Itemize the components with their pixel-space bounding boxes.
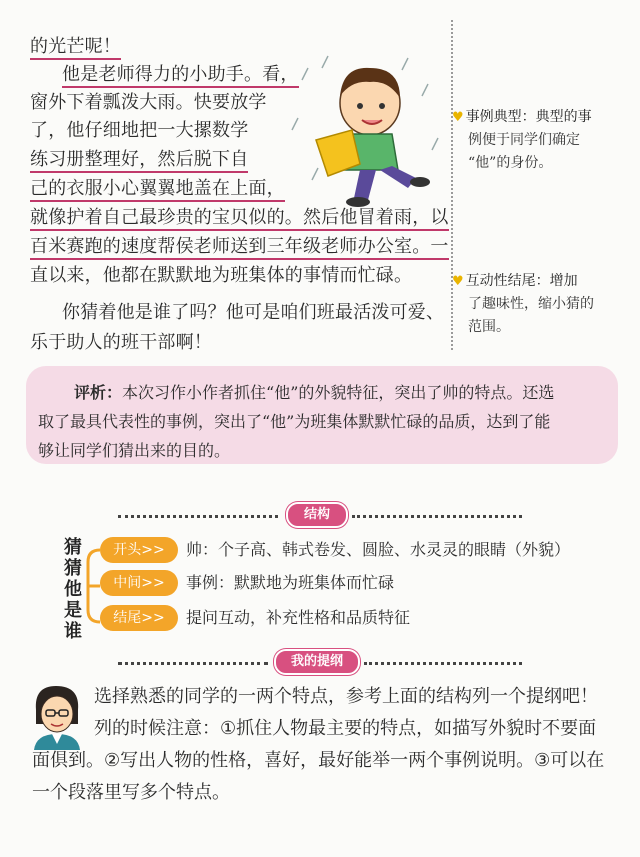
structure-tag-ending: 结尾>>: [100, 605, 178, 631]
analysis-label: 评析：: [74, 383, 123, 402]
structure-text-opening: 帅：个子高、韩式卷发、圆脸、水灵灵的眼睛（外貌）: [186, 540, 571, 559]
heart-icon: ♥: [452, 274, 464, 289]
analysis-line-1: 本次习作小作者抓住“他”的外貌特征，突出了帅的特点。还选: [122, 383, 555, 402]
structure-tag-middle: 中间>>: [100, 570, 178, 596]
dotted-rule-right-2: [364, 662, 522, 665]
text-line-9: 直以来，他都在默默地为班集体的事情而忙碌。: [30, 265, 413, 286]
outline-badge: 我的提纲: [274, 649, 360, 675]
text-line-2: 他是老师得力的小助手。看，: [62, 62, 299, 88]
dotted-rule-right: [352, 515, 522, 518]
text-line-6: 己的衣服小心翼翼地盖在上面，: [30, 176, 285, 202]
teacher-avatar: [26, 680, 88, 750]
outline-line-3: 面俱到。②写出人物的性格，喜好，最好能举一两个事例说明。③可以在: [32, 750, 605, 771]
dotted-rule-left-2: [118, 662, 268, 665]
text-line-5: 练习册整理好，然后脱下自: [30, 147, 248, 173]
structure-title: 猜 猜 他 是 谁: [64, 537, 82, 642]
structure-bracket: [84, 548, 102, 624]
text-line-7: 就像护着自己最珍贵的宝贝似的。然后他冒着雨，以: [30, 205, 449, 231]
dotted-rule-left: [118, 515, 278, 518]
structure-text-middle: 事例：默默地为班集体而忙碌: [186, 573, 395, 592]
analysis-line-3: 够让同学们猜出来的目的。: [38, 441, 231, 460]
outline-line-1: 选择熟悉的同学的一两个特点，参考上面的结构列一个提纲吧！: [94, 686, 598, 707]
outline-line-4: 一个段落里写多个特点。: [32, 782, 230, 803]
text-line-4: 了，他仔细地把一大摞数学: [30, 120, 249, 141]
outline-line-2: 列的时候注意：①抓住人物最主要的特点，如描写外貌时不要面: [94, 718, 597, 739]
structure-badge: 结构: [286, 502, 348, 528]
heart-icon: ♥: [452, 110, 464, 125]
structure-tag-opening: 开头>>: [100, 537, 178, 563]
analysis-box: [26, 366, 618, 464]
side-note-1: ♥ 事例典型：典型的事 例便于同学们确定 “他”的身份。: [452, 109, 592, 171]
text-line-10: 你猜着他是谁了吗？他可是咱们班最活泼可爱、: [62, 302, 445, 323]
side-note-2: ♥ 互动性结尾：增加 了趣味性，缩小猜的 范围。: [452, 273, 594, 335]
text-line-8: 百米赛跑的速度帮侯老师送到三年级老师办公室。一: [30, 234, 449, 260]
text-line-3: 窗外下着瓢泼大雨。快要放学: [30, 92, 267, 113]
text-line-11: 乐于助人的班干部啊！: [30, 332, 212, 353]
structure-text-ending: 提问互动，补充性格和品质特征: [186, 608, 411, 627]
text-line-1: 的光芒呢！: [30, 34, 121, 60]
boy-running-illustration: [288, 48, 450, 208]
analysis-line-2: 取了最具代表性的事例，突出了“他”为班集体默默忙碌的品质，达到了能: [38, 412, 551, 431]
